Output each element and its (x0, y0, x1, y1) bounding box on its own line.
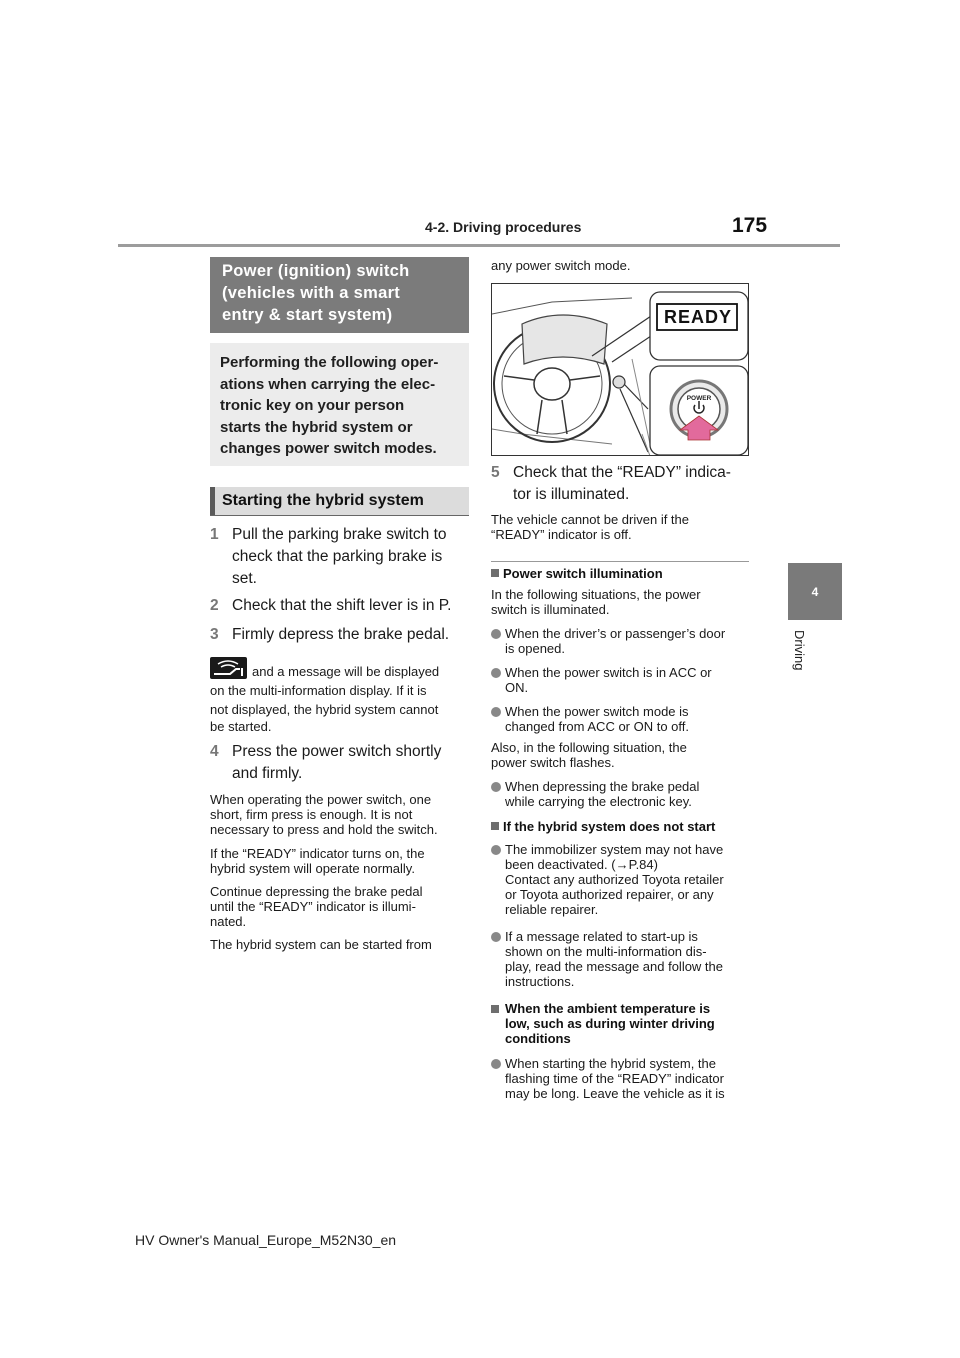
chapter-number: 4 (811, 584, 819, 599)
subsection-heading (491, 566, 663, 581)
bullet-line: reliable repairer. (505, 902, 599, 917)
note-line: be started. (210, 719, 272, 734)
note-line: The vehicle cannot be driven if the (491, 512, 690, 527)
subsection-heading (491, 1001, 753, 1046)
step-line: Check that the shift lever is in P. (232, 597, 452, 614)
bullet-line: while carrying the electronic key. (505, 794, 692, 809)
bullet-item (491, 704, 753, 734)
heading-marker (491, 569, 499, 577)
step-line: Firmly depress the brake pedal. (232, 626, 450, 643)
bullet-line: or Toyota authorized repairer, or any (505, 887, 714, 902)
bullet-item (491, 1056, 753, 1102)
bullet-item (491, 779, 753, 809)
bullet-dot (491, 932, 501, 942)
note-line: until the “READY” indicator is illumi- (210, 899, 416, 914)
step-5-note (491, 512, 753, 542)
heading-marker (491, 822, 499, 830)
note-line: and a message will be displayed (252, 664, 440, 679)
step-1 (210, 524, 470, 590)
bullet-line: play, read the message and follow the (505, 959, 724, 974)
note-line: In the following situations, the power (491, 587, 701, 602)
section-divider (491, 561, 749, 562)
bullet-line: When the power switch mode is (505, 704, 689, 719)
note-line: Also, in the following situation, the (491, 740, 687, 755)
bullet-dot (491, 668, 501, 678)
note-line: power switch flashes. (491, 755, 615, 770)
heading-line: When the ambient temperature is (505, 1001, 711, 1016)
power-button-label: POWER (686, 395, 712, 402)
header-rule (118, 244, 840, 247)
step-number: 5 (491, 464, 500, 481)
note-paragraph (210, 792, 472, 837)
subsection-heading (491, 819, 715, 834)
step-line: tor is illuminated. (513, 486, 630, 503)
bullet-line: The immobilizer system may not have (505, 842, 724, 857)
chapter-tab (788, 563, 842, 620)
ready-indicator-label: READY (663, 307, 732, 327)
heading-marker (491, 1005, 499, 1013)
heading-line: low, such as during winter driving (505, 1016, 715, 1031)
step-5 (491, 462, 753, 506)
bullet-dot (491, 1059, 501, 1069)
note-line: If the “READY” indicator turns on, the (210, 846, 425, 861)
subheading-rule (210, 515, 469, 516)
bullet-line: Contact any authorized Toyota retailer (505, 872, 724, 887)
bullet-line: When starting the hybrid system, the (505, 1056, 716, 1071)
intro-line: changes power switch modes. (220, 440, 437, 457)
subsection-intro (491, 587, 753, 617)
note-line: Continue depressing the brake pedal (210, 884, 423, 899)
note-line: The hybrid system can be started from (210, 937, 432, 952)
bullet-line: If a message related to start-up is (505, 929, 698, 944)
bullet-dot (491, 845, 501, 855)
bullet-dot (491, 629, 501, 639)
bullet-line: shown on the multi-information dis- (505, 944, 707, 959)
intro-line: Performing the following oper- (220, 354, 439, 371)
intro-line: starts the hybrid system or (220, 418, 413, 436)
also-text (491, 740, 753, 770)
intro-box (210, 343, 469, 466)
intro-line: tronic key on your person (220, 397, 405, 414)
bullet-dot (491, 707, 501, 717)
note-line: When operating the power switch, one (210, 792, 432, 807)
step-2 (210, 595, 470, 617)
banner-line: (vehicles with a smart (222, 284, 401, 302)
note-line: short, firm press is enough. It is not (210, 807, 413, 822)
banner-line: entry & start system) (222, 306, 393, 324)
step-4 (210, 741, 470, 785)
bullet-item (491, 929, 753, 989)
note-line: not displayed, the hybrid system cannot (210, 702, 439, 717)
power-switch-illustration (491, 283, 749, 456)
note-paragraph (210, 884, 472, 929)
subheading: Starting the hybrid system (210, 487, 469, 515)
note-line: “READY” indicator is off. (491, 527, 632, 542)
note-paragraph (210, 937, 472, 952)
manual-footer: HV Owner's Manual_Europe_M52N30_en (135, 1232, 397, 1248)
note-line: necessary to press and hold the switch. (210, 822, 438, 837)
banner-line: Power (ignition) switch (222, 262, 410, 280)
bullet-dot (491, 782, 501, 792)
subheading-bar (210, 487, 215, 515)
step-3-note (210, 664, 472, 734)
note-line: switch is illuminated. (491, 602, 610, 617)
bullet-line: instructions. (505, 974, 575, 989)
step-line: and firmly. (232, 765, 303, 782)
note-line: on the multi-information display. If it is (210, 683, 427, 698)
step-line: Press the power switch shortly (232, 743, 442, 760)
section-banner (210, 257, 469, 333)
page-number: 175 (732, 214, 768, 237)
step-number: 1 (210, 526, 219, 543)
heading-text: Power switch illumination (503, 566, 663, 581)
bullet-line: may be long. Leave the vehicle as it is (505, 1086, 725, 1101)
bullet-line: When the driver’s or passenger’s door (505, 626, 726, 641)
bullet-item (491, 842, 753, 918)
step-number: 3 (210, 626, 219, 643)
bullet-line: flashing time of the “READY” indicator (505, 1071, 724, 1086)
bullet-line: When depressing the brake pedal (505, 779, 700, 794)
bullet-line: When the power switch is in ACC or (505, 665, 712, 680)
chapter-label: Driving (792, 630, 807, 671)
continued-text: any power switch mode. (491, 258, 631, 273)
bullet-line: changed from ACC or ON to off. (505, 719, 690, 734)
note-line: hybrid system will operate normally. (210, 861, 415, 876)
note-line: nated. (210, 914, 247, 929)
bullet-item (491, 665, 753, 695)
heading-text: If the hybrid system does not start (503, 819, 716, 834)
step-line: check that the parking brake is (232, 548, 443, 565)
note-paragraph (210, 846, 472, 876)
step-number: 2 (210, 597, 219, 614)
intro-line: ations when carrying the elec- (220, 375, 436, 393)
step-3 (210, 624, 470, 646)
bullet-line: ON. (505, 680, 529, 695)
section-title: 4-2. Driving procedures (425, 219, 582, 235)
bullet-item (491, 626, 753, 656)
step-line: Check that the “READY” indica- (513, 464, 731, 481)
heading-line: conditions (505, 1031, 571, 1046)
step-number: 4 (210, 743, 219, 760)
step-line: Pull the parking brake switch to (232, 526, 447, 543)
bullet-line: been deactivated. (→P.84) (505, 857, 658, 872)
step-line: set. (232, 570, 257, 587)
bullet-line: is opened. (505, 641, 565, 656)
